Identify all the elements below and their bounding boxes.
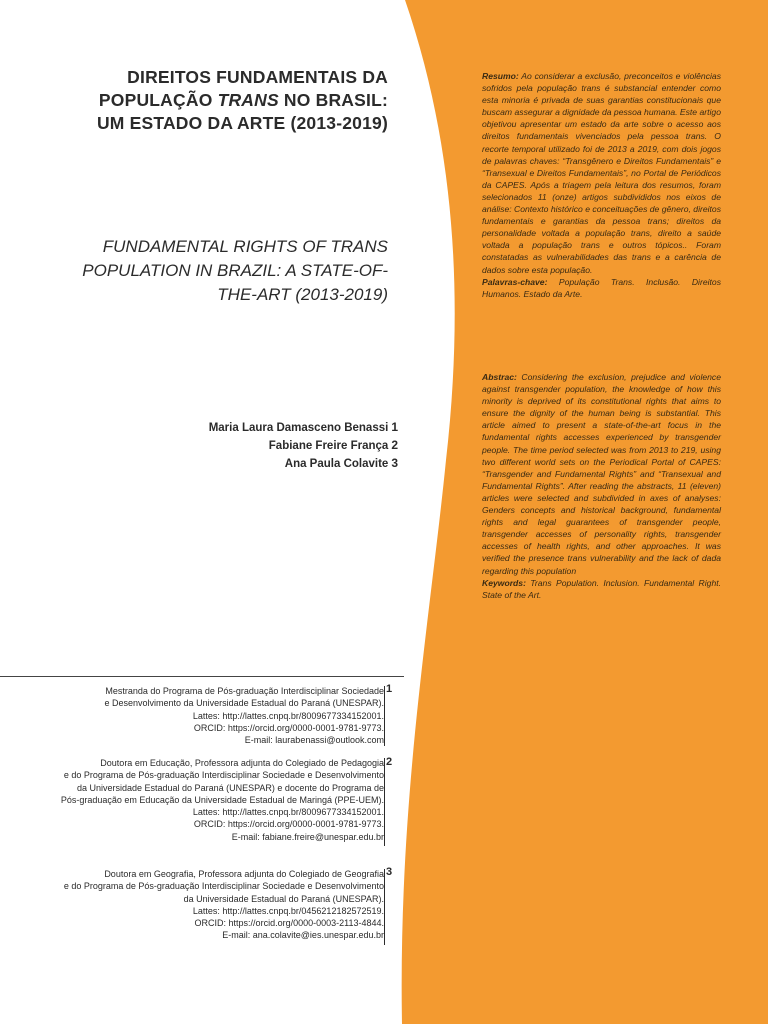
footnote-2-line: ORCID: https://orcid.org/0000-0001-9781-9773.: [193, 819, 384, 830]
title-pt-line-2a: POPULAÇÃO: [98, 90, 218, 110]
footnote-2-line: E-mail: fabiane.freire@unespar.edu.br: [231, 831, 384, 842]
footnote-3-line: da Universidade Estadual do Paraná (UNESPAR).: [183, 893, 384, 904]
title-block: [58, 66, 388, 307]
footnote-1-line: e Desenvolvimento da Universidade Estadual do Paraná (UNESPAR).: [104, 698, 384, 709]
palavras-chave-text: População Trans. Inclusão. Direitos Humanos. Estado da Arte.: [482, 276, 721, 299]
author-list: [209, 419, 398, 473]
resumo-block: [482, 70, 721, 300]
resumo-text: Ao considerar a exclusão, preconceitos e violências sofridos pela população trans é substancial entender como esta minoria é privada de suas garantias constitucionais que buscam assegurar a dignidade da pessoa humana. Este artigo objetivou apresentar um estado da arte sobre o acesso aos direitos fundamentais vivenciados pela pessoa trans. O recorte temporal utilizado foi de 2013 a 2019, com dois jogos de palavras chaves: “Transgênero e Direitos Fundamentais” e “Transexual e Direitos Fundamentais”, no Portal de Periódicos da CAPES. Após a triagem pela leitura dos resumos, foram selecionados 11 (onze) artigos subdivididos nos eixos de análise: Contexto histórico e conceituações de gênero, direitos fundamentais e garantias da pessoa trans; direitos da personalidade voltada a população trans, direito a saúde voltada a população trans e outros tópicos.. Foram constatadas as vulnerabilidades das trans e a carência de dados sobre esta população.: [482, 71, 721, 275]
footnote-2-bar: [384, 758, 385, 846]
footnote-3: [34, 868, 384, 942]
footnote-3-bar: [384, 869, 385, 945]
footnote-1-bar: [384, 686, 385, 746]
title-pt-line-3: UM ESTADO DA ARTE (2013-2019): [96, 113, 388, 133]
abstract-text: Considering the exclusion, prejudice and violence against transgender population, the knowledge of how this minority is deprived of its constitutional rights that aims to ensure the dignity of the human being is substantial. This article aimed to present a state-of-the-art focus in the fundamental rights accesses experienced by transgender people. The time period selected was from 2013 to 219, using two different world sets on the Periodical Portal of CAPES: “Transgender and Fundamental Rights” and “Transexual and Fundamental Rights”. After reading the abstracts, 11 (eleven) articles were selected and subdivided in axes of analyses: Genders concepts and historical background, fundamental rights and legal guarantees of transgender people, transgender accesses of personality rights, transgender accesses of health rights, and other approaches. It was verified the presence trans vulnerability and the lack of dada regarding this population: [482, 372, 721, 576]
footnote-3-line: ORCID: https://orcid.org/0000-0003-2113-4844.: [194, 918, 384, 929]
resumo-paragraph: [482, 70, 721, 276]
footnote-2-line: Doutora em Educação, Professora adjunta do Colegiado de Pedagogia: [100, 758, 384, 768]
author-1-affiliation-number: 1: [391, 420, 398, 434]
footnote-2-number: 2: [386, 756, 393, 768]
footnote-1-line: Mestranda do Programa de Pós-graduação Interdisciplinar Sociedade: [105, 686, 384, 696]
abstract-block: [482, 371, 721, 601]
title-pt-line-2: [58, 89, 388, 112]
author-2-name: Fabiane Freire França: [268, 440, 389, 452]
abstract-label: Abstrac:: [482, 372, 517, 382]
keywords-text: Trans Population. Inclusion. Fundamental Right. State of the Art.: [482, 577, 721, 600]
footnote-2-line: Lattes: http://lattes.cnpq.br/8009677334152001.: [192, 807, 384, 818]
footnote-1: [34, 685, 384, 746]
author-1-name: Maria Laura Damasceno Benassi: [208, 422, 389, 434]
author-2: [209, 437, 398, 455]
author-3-name: Ana Paula Colavite: [284, 458, 389, 470]
footnote-3-line: e do Programa de Pós-graduação Interdisciplinar Sociedade e Desenvolvimento: [63, 881, 384, 892]
footnote-2-line: e do Programa de Pós-graduação Interdisciplinar Sociedade e Desenvolvimento: [63, 770, 384, 781]
footnote-1-number: 1: [386, 683, 393, 695]
title-pt-line-2b-italic: TRANS: [217, 90, 279, 110]
title-pt-line-2c: NO BRASIL:: [278, 90, 388, 110]
resumo-label: Resumo:: [482, 71, 519, 81]
footnote-2-line: da Universidade Estadual do Paraná (UNESPAR) e docente do Programa de: [76, 782, 384, 793]
palavras-chave-label: Palavras-chave:: [482, 276, 548, 287]
author-1: [209, 419, 398, 437]
title-pt-line-1: DIREITOS FUNDAMENTAIS DA: [127, 67, 388, 87]
abstract-paragraph: [482, 371, 721, 577]
footnote-2-line: Pós-graduação em Educação da Universidade Estadual de Maringá (PPE-UEM).: [60, 794, 384, 805]
author-3-affiliation-number: 3: [391, 456, 398, 470]
title-en-line-1: FUNDAMENTAL RIGHTS OF TRANS: [102, 237, 388, 256]
title-english: [58, 235, 388, 307]
keywords-label: Keywords:: [482, 577, 526, 588]
footnote-1-line: Lattes: http://lattes.cnpq.br/8009677334152001.: [192, 710, 384, 721]
footnote-1-line: ORCID: https://orcid.org/0000-0001-9781-9773.: [193, 722, 384, 733]
footnote-divider: [0, 676, 404, 677]
footnote-3-line: Doutora em Geografia, Professora adjunta do Colegiado de Geografia: [104, 869, 384, 879]
title-portuguese: [58, 66, 388, 135]
palavras-chave-paragraph: [482, 276, 721, 300]
author-3: [209, 455, 398, 473]
footnote-1-line: E-mail: laurabenassi@outlook.com: [244, 735, 384, 746]
footnote-3-line: Lattes: http://lattes.cnpq.br/0456212182572519.: [192, 905, 384, 916]
footnote-3-number: 3: [386, 866, 393, 878]
title-en-line-3: THE-ART (2013-2019): [217, 285, 388, 304]
title-en-line-2: POPULATION IN BRAZIL: A STATE-OF-: [82, 261, 388, 280]
footnote-2: [34, 757, 384, 843]
keywords-paragraph: [482, 577, 721, 601]
author-2-affiliation-number: 2: [391, 438, 398, 452]
footnote-3-line: E-mail: ana.colavite@ies.unespar.edu.br: [222, 930, 384, 941]
